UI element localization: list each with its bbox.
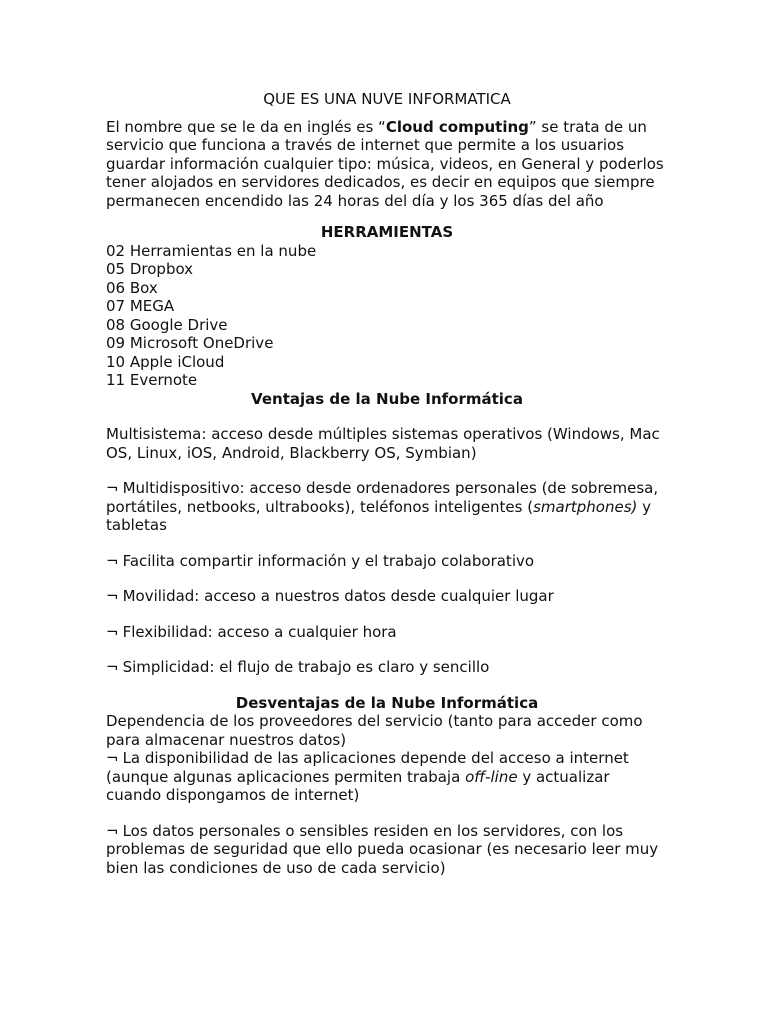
not-sign-bullet-icon: ¬ bbox=[106, 479, 119, 497]
tools-item: 09 Microsoft OneDrive bbox=[106, 334, 274, 352]
advantage-multisistema: Multisistema: acceso desde múltiples sistemas operativos (Windows, Mac OS, Linux, iOS, Android, Blackberry OS, Symbian) bbox=[106, 425, 660, 462]
avail-text-before: La disponibilidad de las aplicaciones depende del acceso a internet (aunque algunas aplicaciones permiten trabaja bbox=[106, 749, 629, 786]
advantage-item bbox=[106, 587, 668, 606]
multi-italic-term: smartphones) bbox=[533, 497, 638, 516]
not-sign-bullet-icon: ¬ bbox=[106, 622, 119, 641]
tools-item: 06 Box bbox=[106, 278, 158, 297]
tools-item: 08 Google Drive bbox=[106, 315, 228, 334]
advantage-item bbox=[106, 623, 668, 642]
not-sign-bullet-icon: ¬ bbox=[106, 749, 119, 767]
document-title: QUE ES UNA NUVE INFORMATICA bbox=[263, 90, 511, 108]
advantage-item-text: Flexibilidad: acceso a cualquier hora bbox=[122, 622, 397, 641]
multi-text-after: y tabletas bbox=[106, 497, 652, 534]
intro-text-before: El nombre que se le da en inglés es “ bbox=[106, 117, 386, 136]
tools-item: 02 Herramientas en la nube bbox=[106, 241, 317, 260]
advantage-item-text: Simplicidad: el flujo de trabajo es claro y sencillo bbox=[122, 658, 490, 676]
disadvantage-last-text: Los datos personales o sensibles residen en los servidores, con los problemas de seguridad que ello pueda ocasionar (es necesario leer muy bien las condiciones de uso de cada servicio) bbox=[106, 821, 659, 877]
tools-item: 11 Evernote bbox=[106, 371, 198, 389]
advantage-item-text: Movilidad: acceso a nuestros datos desde cualquier lugar bbox=[122, 587, 554, 605]
disadvantage-datos-personales bbox=[106, 822, 668, 878]
not-sign-bullet-icon: ¬ bbox=[106, 821, 119, 840]
multi-text-before: Multidispositivo: acceso desde ordenadores personales (de sobremesa, portátiles, netbooks, ultrabooks), teléfonos inteligentes ( bbox=[106, 479, 659, 516]
intro-text-after: ” se trata de un servicio que funciona a través de internet que permite a los usuarios guardar información cualquier tipo: música, videos, en General y poderlos tener alojados en servidores dedicados, es decir en equipos que siempre permanecen encendido las 24 horas del día y los 365 días del año bbox=[106, 117, 664, 210]
advantage-multidispositivo bbox=[106, 479, 668, 535]
advantages-heading: Ventajas de la Nube Informática bbox=[251, 389, 523, 408]
not-sign-bullet-icon: ¬ bbox=[106, 551, 119, 570]
tools-item: 10 Apple iCloud bbox=[106, 352, 225, 371]
not-sign-bullet-icon: ¬ bbox=[106, 658, 119, 676]
tools-list bbox=[106, 242, 668, 390]
tools-heading: HERRAMIENTAS bbox=[320, 223, 454, 241]
advantage-item-text: Facilita compartir información y el trabajo colaborativo bbox=[122, 551, 535, 570]
disadvantage-disponibilidad bbox=[106, 749, 668, 805]
disadvantages-heading: Desventajas de la Nube Informática bbox=[235, 693, 539, 712]
tools-item: 07 MEGA bbox=[106, 297, 175, 315]
advantage-item bbox=[106, 658, 668, 677]
disadvantage-dependencia: Dependencia de los proveedores del servicio (tanto para acceder como para almacenar nuestros datos) bbox=[106, 712, 643, 749]
intro-bold-term: Cloud computing bbox=[385, 117, 529, 136]
advantage-item bbox=[106, 552, 668, 571]
intro-paragraph bbox=[106, 118, 668, 211]
avail-italic-term: off-line bbox=[465, 767, 518, 786]
tools-item: 05 Dropbox bbox=[106, 260, 194, 278]
not-sign-bullet-icon: ¬ bbox=[106, 587, 119, 605]
avail-text-after: y actualizar cuando dispongamos de internet) bbox=[106, 767, 610, 804]
